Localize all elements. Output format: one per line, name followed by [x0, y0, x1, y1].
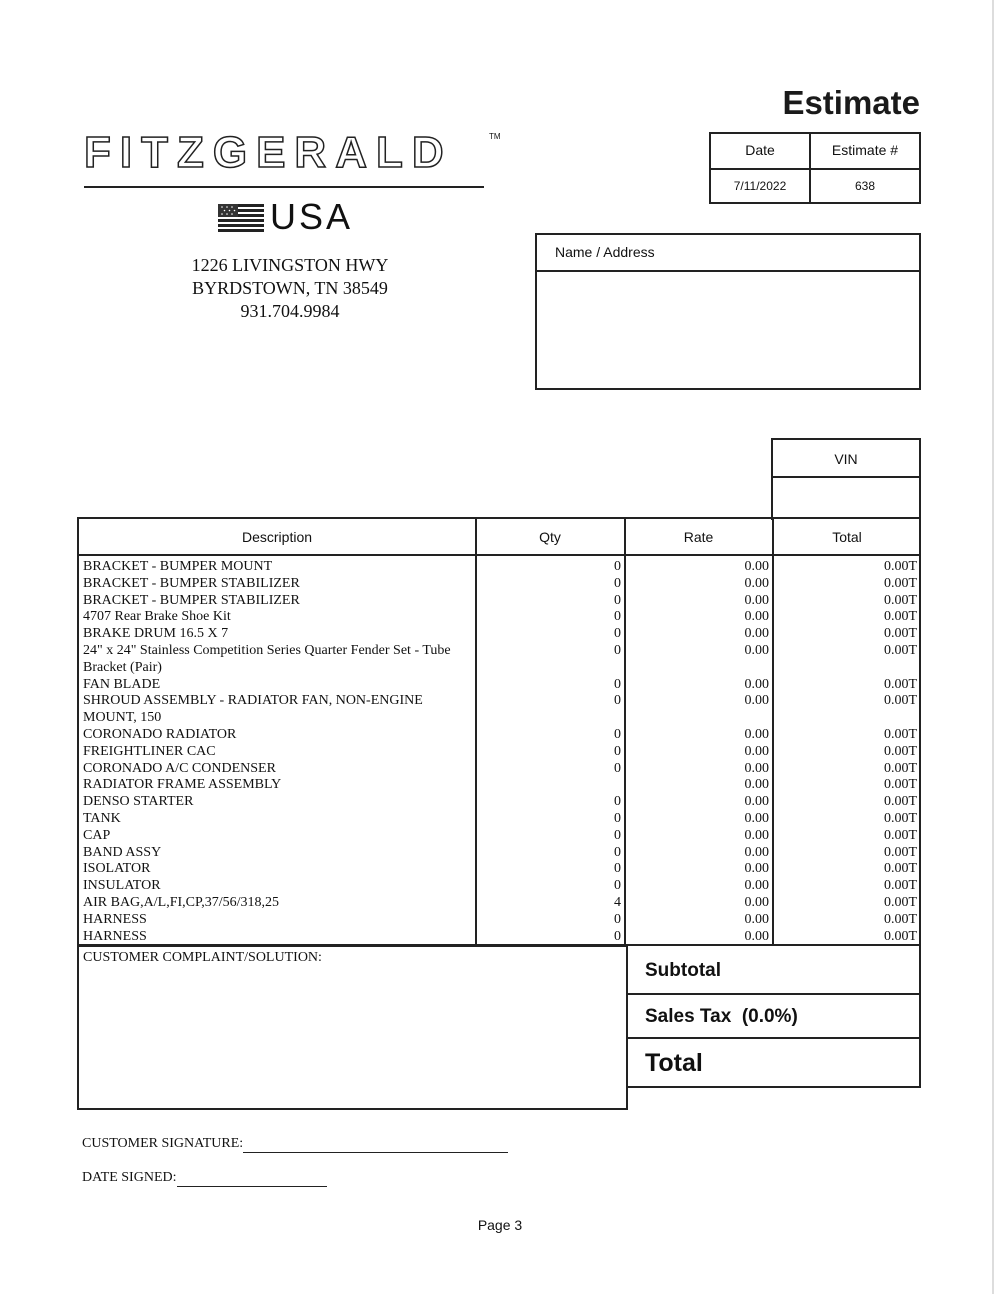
item-rate: 0.00 [744, 693, 769, 709]
item-qty: 0 [614, 810, 621, 826]
table-row [79, 559, 919, 576]
item-rate: 0.00 [744, 911, 769, 927]
item-rate: 0.00 [744, 928, 769, 944]
table-row [79, 895, 919, 912]
company-phone: 931.704.9984 [240, 301, 340, 321]
vin-box [771, 438, 921, 520]
table-row [79, 593, 919, 610]
logo-country: USA [270, 196, 354, 237]
item-total: 0.00T [883, 559, 917, 574]
date-signed-line[interactable] [177, 1170, 327, 1187]
item-qty: 0 [614, 559, 621, 574]
totals-box [627, 945, 921, 1088]
item-rate: 0.00 [744, 743, 769, 759]
item-rate: 0.00 [744, 592, 769, 608]
item-qty: 0 [614, 726, 621, 742]
item-rate: 0.00 [744, 726, 769, 742]
table-row [79, 609, 919, 626]
item-description: SHROUD ASSEMBLY - RADIATOR FAN, NON-ENGINE MOUNT, 150 [83, 693, 423, 726]
name-address-label: Name / Address [555, 244, 655, 260]
document-title: Estimate [782, 84, 920, 121]
item-rate: 0.00 [744, 861, 769, 877]
item-total: 0.00T [883, 592, 917, 608]
item-description: TANK [83, 810, 121, 826]
column-header-total: Total [832, 529, 862, 545]
item-qty: 0 [614, 676, 621, 692]
page-number: Page 3 [477, 1217, 523, 1233]
item-description: INSULATOR [83, 878, 161, 894]
name-address-divider [537, 270, 919, 272]
date-signed-label: DATE SIGNED: [82, 1170, 177, 1185]
table-row [79, 794, 919, 811]
item-total: 0.00T [883, 810, 917, 826]
item-total: 0.00T [883, 928, 917, 944]
totals-divider [627, 993, 919, 995]
item-qty: 0 [614, 844, 621, 860]
item-rate: 0.00 [744, 844, 769, 860]
item-description: RADIATOR FRAME ASSEMBLY [83, 777, 282, 793]
vin-label: VIN [834, 451, 858, 467]
item-qty: 0 [614, 575, 621, 591]
name-address-box [535, 233, 921, 390]
item-description: BRACKET - BUMPER STABILIZER [83, 575, 300, 591]
company-address [150, 254, 430, 323]
item-description: CORONADO RADIATOR [83, 726, 237, 742]
item-rate: 0.00 [744, 559, 769, 574]
item-description: BRAKE DRUM 16.5 X 7 [83, 626, 229, 642]
item-total: 0.00T [883, 777, 917, 793]
total-label: Total [645, 1049, 703, 1077]
item-rate: 0.00 [744, 878, 769, 894]
estimate-meta-table [709, 132, 921, 204]
table-row [79, 811, 919, 828]
item-total: 0.00T [883, 794, 917, 810]
meta-divider-horizontal [711, 168, 919, 170]
table-row [79, 929, 919, 946]
item-qty: 0 [614, 861, 621, 877]
table-row [79, 677, 919, 694]
item-total: 0.00T [883, 693, 917, 709]
column-header-rate: Rate [683, 529, 714, 545]
table-row [79, 727, 919, 744]
item-total: 0.00T [883, 878, 917, 894]
item-qty: 0 [614, 592, 621, 608]
item-qty: 0 [614, 827, 621, 843]
column-header-description: Description [241, 529, 313, 545]
table-row [79, 828, 919, 845]
us-flag-icon [218, 204, 264, 232]
item-description: HARNESS [83, 911, 147, 927]
logo-wordmark: FITZGERALD [84, 128, 453, 177]
item-total: 0.00T [883, 626, 917, 642]
item-qty: 0 [614, 878, 621, 894]
logo-rule [84, 186, 484, 188]
page-edge [992, 0, 994, 1294]
table-row [79, 878, 919, 895]
table-row [79, 861, 919, 878]
table-row [79, 693, 919, 727]
item-description: ISOLATOR [83, 861, 151, 877]
subtotal-label: Subtotal [645, 960, 721, 981]
item-total: 0.00T [883, 642, 917, 658]
item-description: FREIGHTLINER CAC [83, 743, 216, 759]
item-total: 0.00T [883, 827, 917, 843]
item-rate: 0.00 [744, 642, 769, 658]
item-description: CAP [83, 827, 111, 843]
address-line-1: 1226 LIVINGSTON HWY [191, 255, 389, 275]
item-description: CORONADO A/C CONDENSER [83, 760, 276, 776]
address-line-2: BYRDSTOWN, TN 38549 [192, 278, 388, 298]
date-value: 7/11/2022 [733, 179, 787, 193]
table-row [79, 845, 919, 862]
item-qty: 0 [614, 626, 621, 642]
item-qty: 0 [614, 609, 621, 625]
item-total: 0.00T [883, 760, 917, 776]
item-description: BRACKET - BUMPER MOUNT [83, 559, 273, 574]
table-row [79, 761, 919, 778]
header-divider [79, 554, 919, 556]
item-rate: 0.00 [744, 777, 769, 793]
item-rate: 0.00 [744, 760, 769, 776]
item-total: 0.00T [883, 726, 917, 742]
customer-signature-line[interactable] [243, 1136, 508, 1153]
estimate-number-label: Estimate # [831, 142, 899, 158]
table-row [79, 777, 919, 794]
item-rate: 0.00 [744, 810, 769, 826]
item-qty: 0 [614, 760, 621, 776]
table-row [79, 643, 919, 677]
item-total: 0.00T [883, 894, 917, 910]
item-description: DENSO STARTER [83, 794, 194, 810]
item-qty: 4 [614, 894, 621, 910]
item-rate: 0.00 [744, 827, 769, 843]
item-qty: 0 [614, 794, 621, 810]
logo-trademark: TM [489, 132, 501, 141]
item-rate: 0.00 [744, 609, 769, 625]
item-rate: 0.00 [744, 575, 769, 591]
item-total: 0.00T [883, 676, 917, 692]
totals-divider [627, 1037, 919, 1039]
estimate-number-value: 638 [854, 179, 876, 193]
column-header-qty: Qty [539, 529, 561, 545]
table-row [79, 912, 919, 929]
item-total: 0.00T [883, 861, 917, 877]
date-label: Date [745, 142, 775, 158]
item-qty: 0 [614, 928, 621, 944]
item-rate: 0.00 [744, 794, 769, 810]
date-signed [82, 1170, 327, 1187]
item-qty: 0 [614, 642, 621, 658]
item-description: HARNESS [83, 928, 147, 944]
sales-tax-label: Sales Tax (0.0%) [645, 1006, 798, 1027]
item-description: FAN BLADE [83, 676, 161, 692]
company-logo [84, 128, 504, 238]
line-items-table [77, 517, 921, 946]
item-qty: 0 [614, 743, 621, 759]
table-body [79, 559, 919, 945]
complaint-box [77, 945, 628, 1110]
item-qty: 0 [614, 911, 621, 927]
item-qty: 0 [614, 693, 621, 709]
table-row [79, 626, 919, 643]
item-description: 4707 Rear Brake Shoe Kit [83, 609, 231, 625]
complaint-label: CUSTOMER COMPLAINT/SOLUTION: [83, 950, 322, 965]
item-description: 24" x 24" Stainless Competition Series Quarter Fender Set - Tube Bracket (Pair) [83, 642, 451, 675]
item-total: 0.00T [883, 609, 917, 625]
vin-divider [773, 476, 919, 478]
item-description: BRACKET - BUMPER STABILIZER [83, 592, 300, 608]
customer-signature [82, 1136, 508, 1153]
item-rate: 0.00 [744, 894, 769, 910]
item-total: 0.00T [883, 911, 917, 927]
item-description: BAND ASSY [83, 844, 162, 860]
item-total: 0.00T [883, 844, 917, 860]
item-total: 0.00T [883, 743, 917, 759]
customer-signature-label: CUSTOMER SIGNATURE: [82, 1136, 244, 1151]
table-row [79, 576, 919, 593]
item-rate: 0.00 [744, 626, 769, 642]
item-total: 0.00T [883, 575, 917, 591]
table-row [79, 744, 919, 761]
item-description: AIR BAG,A/L,FI,CP,37/56/318,25 [83, 894, 280, 910]
item-rate: 0.00 [744, 676, 769, 692]
